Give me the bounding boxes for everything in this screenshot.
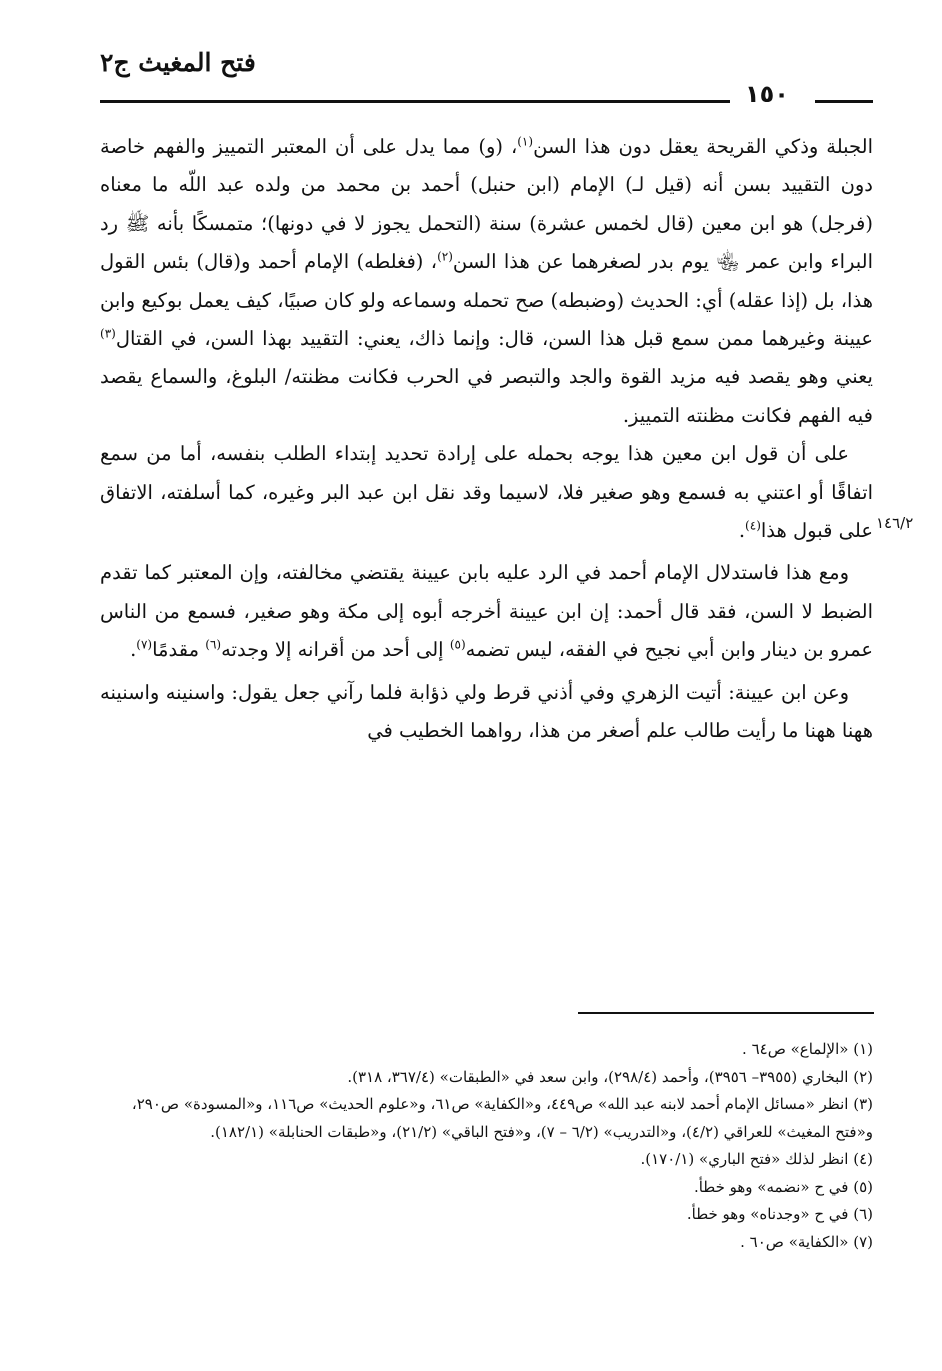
footnote: (٥) في ح «نضمه» وهو خطأ. bbox=[693, 1177, 873, 1196]
footnote-ref: (٦) bbox=[205, 637, 222, 652]
page-header-title: فتح المغيث ج٢ bbox=[100, 48, 256, 77]
margin-reference: ١٤٦/٢ bbox=[876, 514, 914, 532]
footnote-separator bbox=[578, 1012, 874, 1014]
paragraph bbox=[100, 435, 873, 550]
text-run: وعن ابن عيينة: أتيت الزهري وفي أذني قرط ولي ذؤابة فلما رآني جعل يقول: واسنينه واسنينه ههنا ههنا ما رأيت طالب علم أصغر من هذا، رواهما الخطيب في bbox=[100, 680, 873, 743]
text-run: على أن قول ابن معين هذا يوجه بحمله على إرادة تحديد إبتداء الطلب بنفسه، أما من سمع اتفاقًا أو اعتني به فسمع وهو صغير فلا، لاسيما وقد نقل ابن عبد البر وغيره، كما أسلفته، الاتفاق على قبول هذا bbox=[100, 442, 873, 543]
footnote: (١) «الإلماع» ص٦٤ . bbox=[742, 1040, 873, 1058]
footnote: (٦) في ح «وجدناه» وهو خطأ. bbox=[686, 1205, 873, 1223]
footnotes bbox=[100, 1036, 873, 1256]
footnote: (٧) «الكفاية» ص٦٠ . bbox=[740, 1232, 873, 1251]
text-run: إلى أحد من أقرانه إلا وجدته bbox=[221, 638, 450, 662]
paragraph bbox=[100, 554, 873, 669]
text-run: ، (و) مما يدل على أن المعتبر التمييز والفهم خاصة دون التقييد بسن أنه (قيل لـ) الإمام (ابن حنبل) أحمد بن محمد من ولده عبد اللّه ما معناه (فرجل) هو ابن معين (قال لخمس عشرة) سنة (التحمل يجوز لا في دونها)؛ متمسكًا بأنه ﷺ رد البراء وابن عمر ﵄ يوم بدر لصغرهما عن هذا السن bbox=[100, 135, 874, 274]
footnote-ref: (١) bbox=[517, 134, 534, 149]
text-run: ومع هذا فاستدلال الإمام أحمد في الرد عليه بابن عيينة يقتضي مخالفته، وإن المعتبر كما تقدم الضبط لا السن، فقد قال أحمد: إن ابن عيينة أخرجه أبوه إلى مكة وهو صغير، فسمع من الناس عمرو بن دينار وابن أبي نجيح في الفقه، ليس تضمه bbox=[100, 561, 873, 662]
text-run: يعني وهو يقصد فيه مزيد القوة والجد والتبصر في الحرب فكانت مظنته/ البلوغ، والسماع يقصد فيه الفهم فكانت مظنته التمييز. bbox=[100, 365, 873, 427]
footnote-ref: (٢) bbox=[437, 249, 453, 264]
header-rule-short bbox=[815, 100, 873, 103]
footnote-ref: (٧) bbox=[136, 637, 153, 652]
footnote: (٤) انظر لذلك «فتح الباري» (١٧٠/١). bbox=[640, 1150, 873, 1168]
footnote: (٢) البخاري (٣٩٥٥– ٣٩٥٦)، وأحمد (٢٩٨/٤)، وابن سعد في «الطبقات» (٣٦٧/٤، ٣١٨). bbox=[347, 1067, 873, 1086]
text-run: الجبلة وذكي القريحة يعقل دون هذا السن bbox=[533, 135, 873, 158]
footnote-ref: (٤) bbox=[745, 518, 761, 533]
text-run: ، (فغلطه) الإمام أحمد و(قال) بئس القول هذا، بل (إذا عقله) أي: الحديث (وضبطه) صح تحمله وسماعه ولو كان صبيًا، كيف يعمل بوكيع وابن عيينة وغيرهما ممن سمع قبل هذا السن، قال: وإنما ذاك، يعني: التقييد بهذا السن، في القتال bbox=[100, 250, 873, 351]
text-run: . bbox=[738, 519, 746, 543]
text-run: مقدمًا bbox=[152, 638, 206, 662]
text-run: . bbox=[130, 638, 137, 662]
paragraph bbox=[100, 128, 873, 435]
page-number: ١٥٠ bbox=[745, 80, 789, 108]
header-rule bbox=[100, 100, 730, 103]
footnote: (٣) انظر «مسائل الإمام أحمد لابنه عبد الله» ص٤٤٩، و«الكفاية» ص٦١، و«علوم الحديث» ص١١٦، و«المسودة» ص٢٩٠، و«فتح المغيث» للعراقي (٤/٢)، و«التدريب» (٦/٢ – ٧)، و«فتح الباقي» (٢١/٢)، و«طبقات الحنابلة» (١٨٢/١). bbox=[131, 1095, 873, 1141]
footnote-ref: (٥) bbox=[449, 637, 466, 652]
main-text bbox=[100, 128, 873, 751]
paragraph bbox=[100, 674, 873, 751]
footnote-ref: (٣) bbox=[100, 326, 116, 341]
